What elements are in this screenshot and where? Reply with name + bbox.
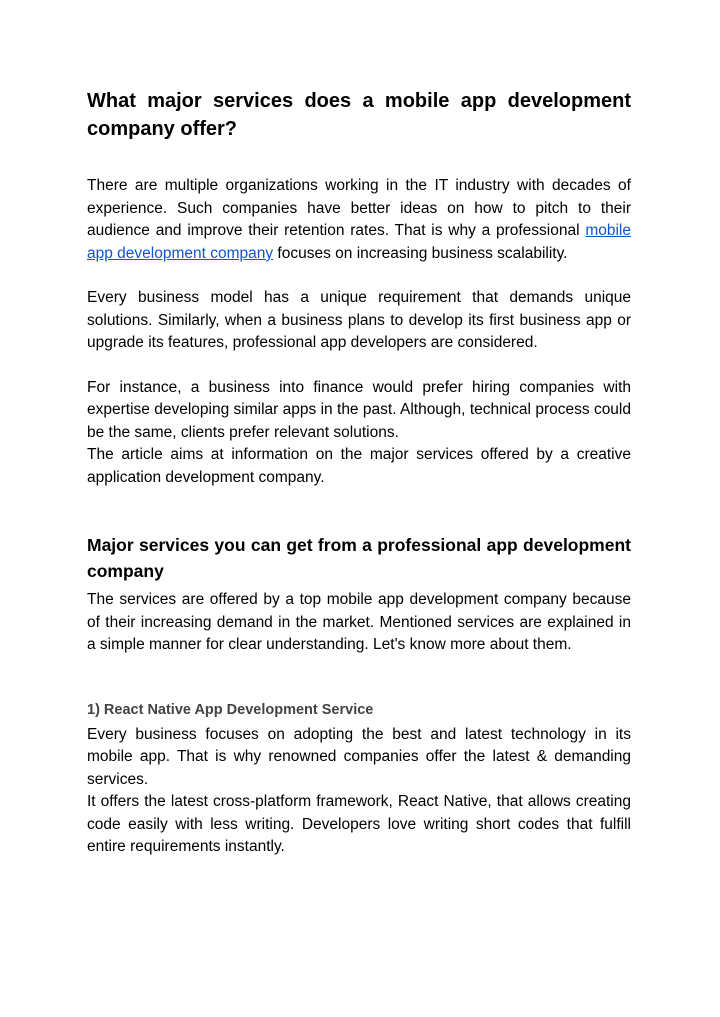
intro-paragraph: [87, 175, 631, 265]
intro-text-after-link: focuses on increasing business scalability.: [273, 244, 568, 262]
react-native-paragraph-2: It offers the latest cross-platform framework, React Native, that allows creating code easily with less writing. Developers love writing short codes that fulfill entire requirements instantly.: [87, 793, 631, 855]
section-heading: Major services you can get from a professional app development company: [87, 535, 631, 581]
business-model-paragraph: Every business model has a unique requirement that demands unique solutions. Similarly, when a business plans to develop its first business app or upgrade its features, professional app developers are considered.: [87, 289, 631, 351]
react-native-paragraph-1: Every business focuses on adopting the best and latest technology in its mobile app. That is why renowned companies offer the latest & demanding services.: [87, 725, 631, 788]
services-intro-paragraph: The services are offered by a top mobile app development company because of their increasing demand in the market. Mentioned services are explained in a simple manner for clear understanding. Let's know more about them.: [87, 591, 631, 653]
article-aim-paragraph: The article aims at information on the major services offered by a creative application development company.: [87, 446, 631, 486]
document-body: [87, 87, 631, 859]
finance-example-paragraph: For instance, a business into finance would prefer hiring companies with expertise developing similar apps in the past. Although, technical process could be the same, clients prefer relevant solutions.: [87, 378, 631, 441]
react-native-subheading: 1) React Native App Development Service: [87, 701, 374, 718]
intro-text-before-link: There are multiple organizations working in the IT industry with decades of experience. Such companies have better ideas on how to pitch to their audience and improve their retention rates. That is why a professional: [87, 177, 631, 239]
mobile-app-development-company-link[interactable]: mobile app development company: [87, 222, 631, 262]
main-heading: What major services does a mobile app development company offer?: [87, 90, 631, 140]
